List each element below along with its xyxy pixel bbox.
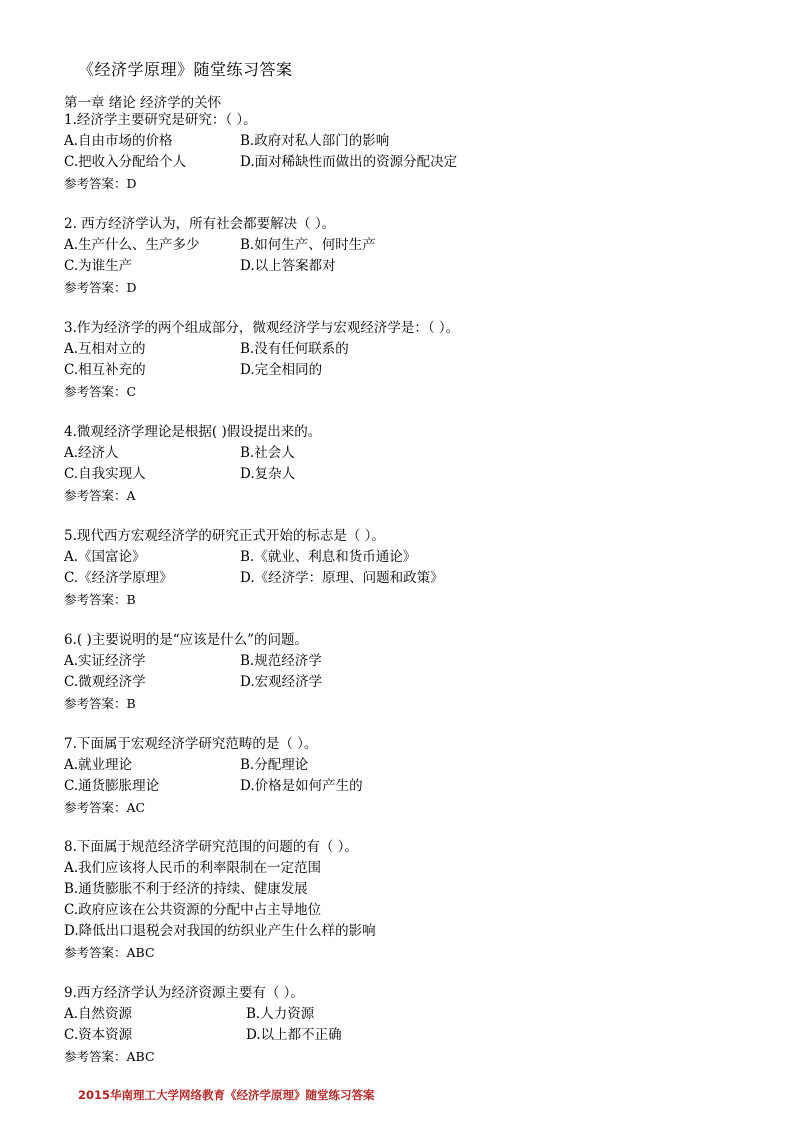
option-a: A.生产什么、生产多少	[64, 237, 200, 253]
answer: 参考答案：ABC	[64, 1049, 155, 1064]
chapter-heading: 第一章 绪论 经济学的关怀	[64, 95, 222, 111]
option-b: B.社会人	[240, 445, 295, 461]
question-5	[64, 526, 444, 610]
option-a: A.《国富论》	[64, 549, 146, 565]
option-d: D.价格是如何产生的	[240, 778, 363, 794]
option-b: B.人力资源	[246, 1006, 315, 1022]
document-title: 《经济学原理》随堂练习答案	[78, 60, 293, 79]
option-b: B.《就业、利息和货币通论》	[240, 549, 417, 565]
answer: 参考答案：AC	[64, 800, 146, 815]
option-c: C.政府应该在公共资源的分配中占主导地位	[64, 902, 322, 918]
options-row	[64, 651, 322, 672]
option-c: C.《经济学原理》	[64, 570, 173, 586]
options-row	[64, 1025, 342, 1046]
options-row	[64, 776, 363, 797]
question-7	[64, 734, 363, 818]
page-footer: 2015华南理工大学网络教育《经济学原理》随堂练习答案	[78, 1088, 375, 1102]
option-a: A.互相对立的	[64, 341, 146, 357]
options-row	[64, 755, 317, 776]
question-stem: 1.经济学主要研究是研究：（ ）。	[64, 112, 257, 128]
question-stem: 5.现代西方宏观经济学的研究正式开始的标志是（ ）。	[64, 528, 385, 544]
question-stem: 3.作为经济学的两个组成部分，微观经济学与宏观经济学是：（ ）。	[64, 320, 460, 336]
option-c: C.微观经济学	[64, 674, 146, 690]
question-stem: 6.( )主要说明的是“应该是什么”的问题。	[64, 632, 309, 648]
options-row	[64, 256, 335, 277]
question-stem: 7.下面属于宏观经济学研究范畴的是（ ）。	[64, 736, 318, 752]
option-d: D.宏观经济学	[240, 674, 323, 690]
option-c: C.为谁生产	[64, 258, 133, 274]
options-row	[64, 672, 323, 693]
option-a: A.自由市场的价格	[64, 133, 173, 149]
option-c: C.相互补充的	[64, 362, 146, 378]
question-4	[64, 422, 321, 506]
options-row	[64, 1004, 315, 1025]
answer: 参考答案：C	[64, 384, 137, 399]
answer: 参考答案：D	[64, 280, 137, 295]
options-row	[64, 339, 459, 360]
options-row	[64, 568, 444, 589]
question-stem: 4.微观经济学理论是根据( )假设提出来的。	[64, 424, 322, 440]
option-a: A.经济人	[64, 445, 119, 461]
option-b: B.如何生产、何时生产	[240, 237, 376, 253]
option-d: D.复杂人	[240, 466, 296, 482]
options-row	[64, 152, 458, 173]
option-d: D.《经济学：原理、问题和政策》	[240, 570, 444, 586]
option-b: B.没有任何联系的	[240, 341, 349, 357]
options-row	[64, 547, 417, 568]
question-2	[64, 214, 376, 298]
options-row	[64, 131, 390, 152]
option-b: B.规范经济学	[240, 653, 322, 669]
option-c: C.把收入分配给个人	[64, 154, 187, 170]
options-row	[64, 443, 321, 464]
question-stem: 9.西方经济学认为经济资源主要有（ ）。	[64, 985, 304, 1001]
question-6	[64, 630, 323, 714]
option-b: B.分配理论	[240, 757, 309, 773]
question-8	[64, 837, 376, 963]
option-a: A.我们应该将人民币的利率限制在一定范围	[64, 860, 322, 876]
option-d: D.面对稀缺性而做出的资源分配决定	[240, 154, 458, 170]
answer: 参考答案：D	[64, 176, 137, 191]
answer: 参考答案：A	[64, 488, 136, 503]
options-row	[64, 360, 459, 381]
answer: 参考答案：B	[64, 696, 136, 711]
question-stem: 8.下面属于规范经济学研究范围的问题的有（ ）。	[64, 839, 358, 855]
question-1	[64, 110, 458, 194]
question-stem: 2. 西方经济学认为，所有社会都要解决（ ）。	[64, 216, 336, 232]
options-row	[64, 235, 376, 256]
answer: 参考答案：B	[64, 592, 136, 607]
question-3	[64, 318, 459, 402]
option-a: A.自然资源	[64, 1006, 133, 1022]
options-row	[64, 464, 321, 485]
option-a: A.实证经济学	[64, 653, 146, 669]
option-c: C.通货膨胀理论	[64, 778, 160, 794]
option-c: C.自我实现人	[64, 466, 146, 482]
option-b: B.政府对私人部门的影响	[240, 133, 390, 149]
answer: 参考答案：ABC	[64, 945, 155, 960]
option-b: B.通货膨胀不利于经济的持续、健康发展	[64, 881, 308, 897]
question-9	[64, 983, 342, 1067]
option-d: D.完全相同的	[240, 362, 323, 378]
option-c: C.资本资源	[64, 1027, 133, 1043]
option-a: A.就业理论	[64, 757, 133, 773]
option-d: D.以上答案都对	[240, 258, 336, 274]
option-d: D.降低出口退税会对我国的纺织业产生什么样的影响	[64, 923, 376, 939]
option-d: D.以上都不正确	[246, 1027, 342, 1043]
